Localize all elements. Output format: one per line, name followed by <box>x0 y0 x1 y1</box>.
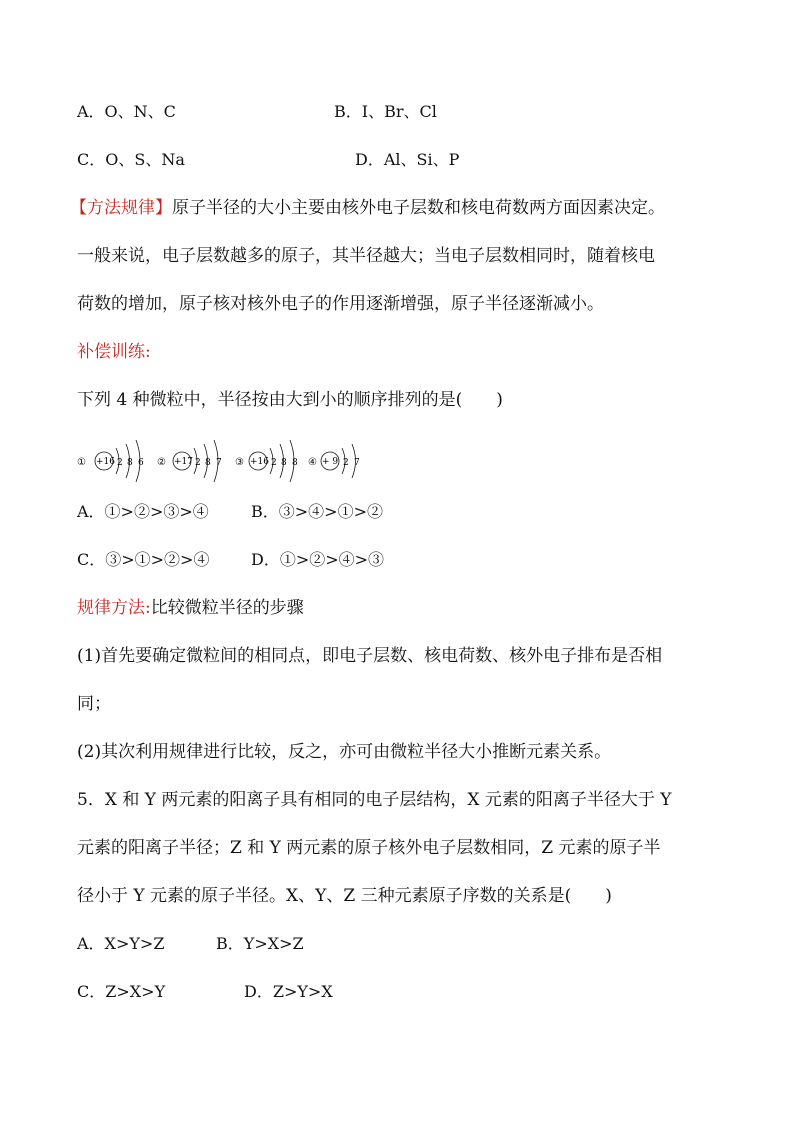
particle-3-shell-1: 2 <box>271 458 277 468</box>
particle-1-shell-3: 6 <box>138 458 144 468</box>
q5-option-a: A．X>Y>Z <box>77 934 165 953</box>
method-paragraph-line1 <box>70 197 665 219</box>
particle-1-label: ① <box>77 457 86 468</box>
particle-1-charge: +16 <box>96 457 115 467</box>
option-c: C．O、S、Na <box>77 150 185 169</box>
particle-3 <box>235 440 298 482</box>
option-b: B．I、Br、Cl <box>334 102 437 121</box>
particle-3-label: ③ <box>235 457 244 468</box>
particle-structure-diagrams <box>75 438 375 484</box>
particle-1-shell-1: 2 <box>117 458 123 468</box>
rule-heading <box>77 597 304 619</box>
particle-1 <box>77 440 144 482</box>
method-text-1: 原子半径的大小主要由核外电子层数和核电荷数两方面因素决定。 <box>172 198 665 218</box>
particle-3-shell-2: 8 <box>281 458 287 468</box>
q5-line-2: 元素的阳离子半径；Z 和 Y 两元素的原子核外电子层数相同，Z 元素的原子半 <box>77 838 661 858</box>
practice-title: 补偿训练: <box>77 342 151 362</box>
particle-4-charge: + 9 <box>322 457 339 467</box>
particle-2-charge: +17 <box>174 457 193 467</box>
particle-2-shell-1: 2 <box>195 458 201 468</box>
method-text-3: 荷数的增加，原子核对核外电子的作用逐渐增强，原子半径逐渐减小。 <box>77 294 604 314</box>
particle-2-shell-3: 7 <box>216 458 222 468</box>
option-d: D．Al、Si、P <box>355 150 460 169</box>
particle-4-shell-1: 2 <box>343 458 349 468</box>
particle-1-shell-2: 8 <box>127 458 133 468</box>
particle-2-shell-2: 8 <box>205 458 211 468</box>
particle-3-shell-3: 8 <box>292 458 298 468</box>
q5-option-b: B．Y>X>Z <box>216 934 304 953</box>
rule-title: 比较微粒半径的步骤 <box>150 598 304 618</box>
rule-tag: 规律方法: <box>77 598 151 618</box>
particle-2 <box>157 440 222 482</box>
option-a: A．O、N、C <box>77 102 176 121</box>
practice-question: 下列 4 种微粒中，半径按由大到小的顺序排列的是( ) <box>77 390 503 410</box>
q5-option-d: D．Z>Y>X <box>244 982 333 1001</box>
practice-option-a: A．①>②>③>④ <box>77 502 209 521</box>
rule-step-1b: 同； <box>77 694 111 714</box>
q5-line-3: 径小于 Y 元素的原子半径。X、Y、Z 三种元素原子序数的关系是( ) <box>77 886 612 906</box>
practice-option-c: C．③>①>②>④ <box>77 550 210 569</box>
method-text-2: 一般来说，电子层数越多的原子，其半径越大；当电子层数相同时，随着核电 <box>77 246 655 266</box>
particle-4-label: ④ <box>308 457 317 468</box>
rule-step-2: (2)其次利用规律进行比较，反之，亦可由微粒半径大小推断元素关系。 <box>77 742 612 762</box>
q5-line-1: 5．X 和 Y 两元素的阳离子具有相同的电子层结构，X 元素的阳离子半径大于 Y <box>77 790 672 810</box>
particle-3-charge: +16 <box>250 457 269 467</box>
particle-4 <box>308 444 360 478</box>
particle-2-label: ② <box>157 457 166 468</box>
particle-4-shell-2: 7 <box>354 458 360 468</box>
rule-step-1a: (1)首先要确定微粒间的相同点，即电子层数、核电荷数、核外电子排布是否相 <box>77 646 663 666</box>
practice-option-b: B．③>④>①>② <box>251 502 383 521</box>
q5-option-c: C．Z>X>Y <box>77 982 166 1001</box>
method-tag: 【方法规律】 <box>70 198 172 218</box>
practice-option-d: D．①>②>④>③ <box>251 550 385 569</box>
